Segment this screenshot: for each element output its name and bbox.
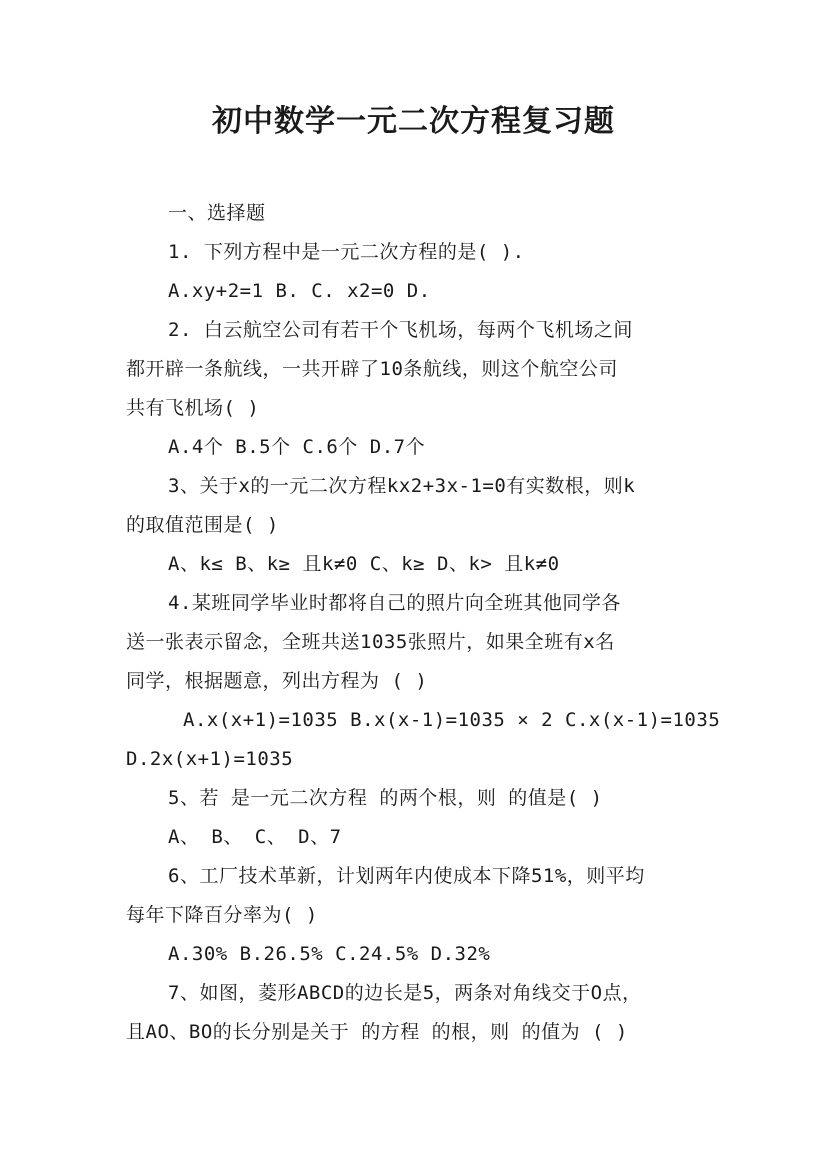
question-3-line-1: 3、关于x的一元二次方程kx2+3x-1=0有实数根，则k bbox=[168, 475, 636, 497]
question-2-line-1: 2. 白云航空公司有若干个飞机场，每两个飞机场之间 bbox=[168, 319, 633, 341]
question-6-line-1: 6、工厂技术革新，计划两年内使成本下降51%，则平均 bbox=[168, 865, 645, 887]
question-2-line-2: 都开辟一条航线，一共开辟了10条航线，则这个航空公司 bbox=[126, 358, 618, 380]
question-4-line-2: 送一张表示留念，全班共送1035张照片，如果全班有x名 bbox=[126, 631, 615, 653]
question-4-options-cont: D.2x(x+1)=1035 bbox=[126, 748, 294, 770]
question-3-options: A、k≤ B、k≥ 且k≠0 C、k≥ D、k> 且k≠0 bbox=[168, 553, 560, 575]
question-6-options: A.30% B.26.5% C.24.5% D.32% bbox=[168, 943, 491, 965]
question-2-options: A.4个 B.5个 C.6个 D.7个 bbox=[168, 436, 426, 458]
question-7-line-2: 且AO、BO的长分别是关于 的方程 的根，则 的值为 ( ) bbox=[126, 1021, 628, 1043]
question-4-line-3: 同学，根据题意，列出方程为 ( ) bbox=[126, 670, 428, 692]
section-heading: 一、选择题 bbox=[168, 202, 266, 224]
question-2-line-3: 共有飞机场( ) bbox=[126, 397, 260, 419]
question-5-options: A、 B、 C、 D、7 bbox=[168, 826, 342, 848]
question-4-line-1: 4.某班同学毕业时都将自己的照片向全班其他同学各 bbox=[168, 592, 621, 614]
question-3-line-2: 的取值范围是( ) bbox=[126, 514, 279, 536]
question-1-options: A.xy+2=1 B. C. x2=0 D. bbox=[168, 280, 431, 302]
document-title: 初中数学一元二次方程复习题 bbox=[212, 104, 615, 139]
question-7-line-1: 7、如图，菱形ABCD的边长是5，两条对角线交于O点， bbox=[168, 982, 642, 1004]
question-1: 1. 下列方程中是一元二次方程的是( ). bbox=[168, 241, 525, 263]
question-4-options: A.x(x+1)=1035 B.x(x-1)=1035 × 2 C.x(x-1)=1035 bbox=[183, 709, 721, 731]
question-6-line-2: 每年下降百分率为( ) bbox=[126, 904, 318, 926]
question-5: 5、若 是一元二次方程 的两个根，则 的值是( ) bbox=[168, 787, 603, 809]
